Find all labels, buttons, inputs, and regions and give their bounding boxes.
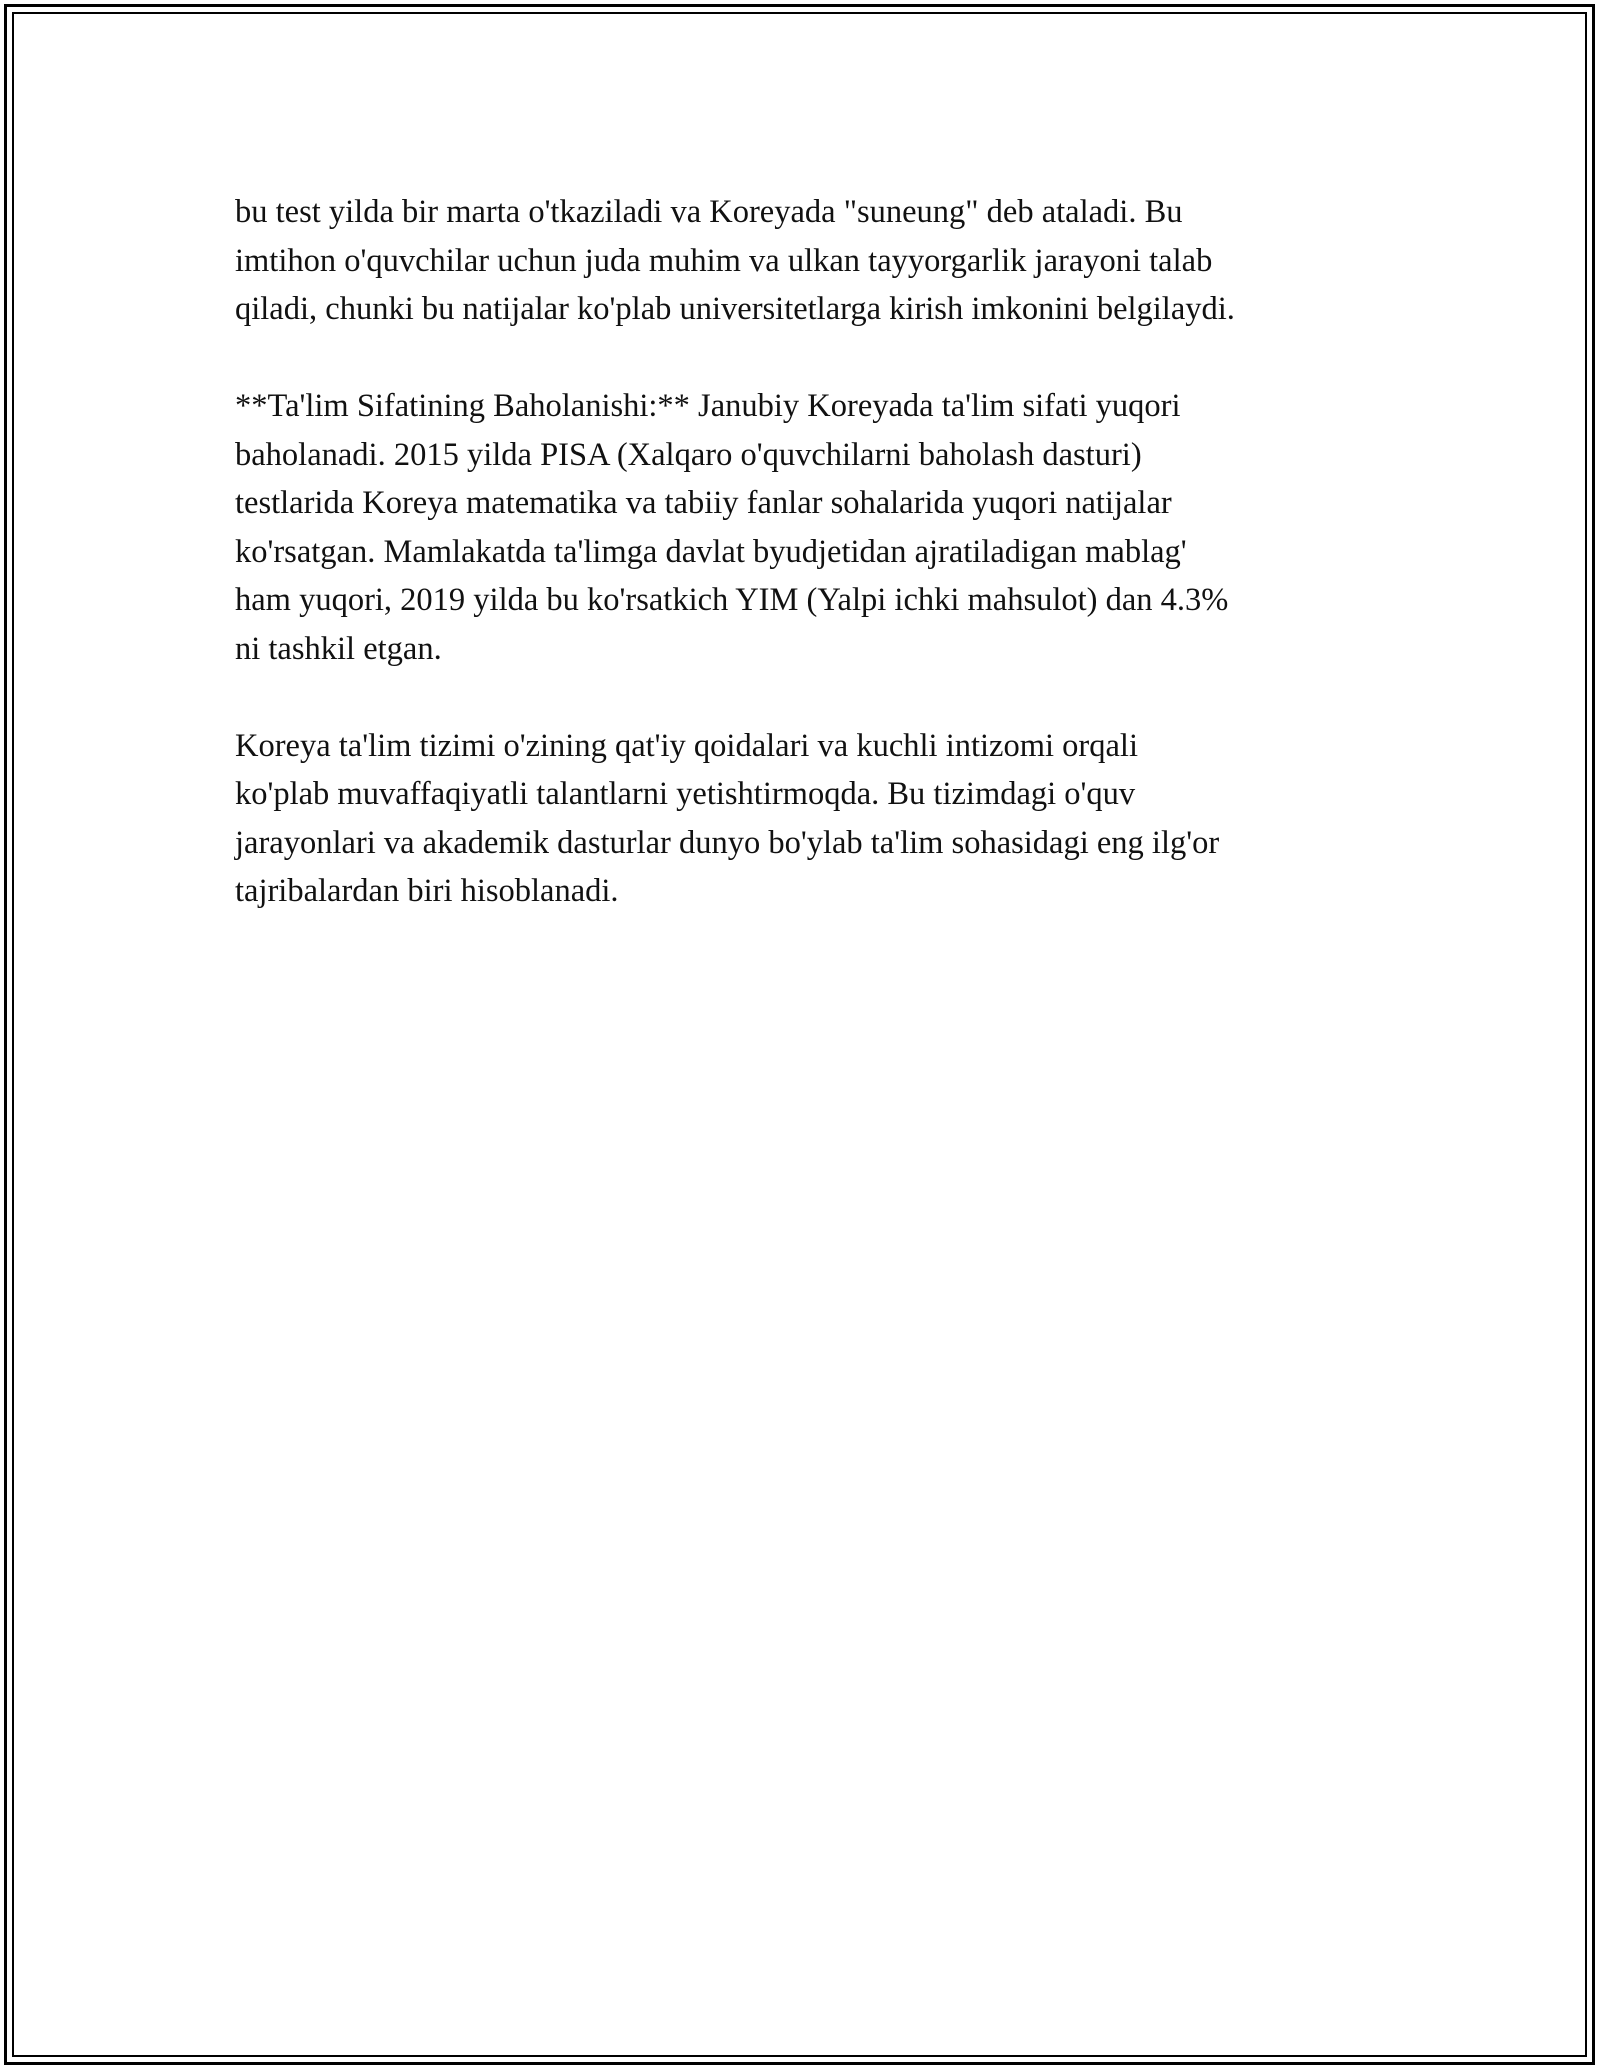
paragraph-education-system: Koreya ta'lim tizimi o'zining qat'iy qoidalari va kuchli intizomi orqali ko'plab muvaffaqiyatli talantlarni yetishtirmoqda. Bu tizimdagi o'quv jarayonlari va akademik dasturlar dunyo bo'ylab ta'lim sohasidagi eng ilg'or tajribalardan biri hisoblanadi. [235,727,1220,909]
document-body [235,188,1370,964]
paragraph-suneung-exam: bu test yilda bir marta o'tkaziladi va Koreyada "suneung" deb ataladi. Bu imtihon o'quvchilar uchun juda muhim va ulkan tayyorgarlik jarayoni talab qiladi, chunki bu natijalar ko'plab universitetlarga kirish imkonini belgilaydi. [235,194,1235,327]
paragraph-education-quality: **Ta'lim Sifatining Baholanishi:** Janubiy Koreyada ta'lim sifati yuqori baholanadi. 2015 yilda PISA (Xalqaro o'quvchilarni baholash dasturi) testlarida Koreya matematika va tabiiy fanlar sohalarida yuqori natijalar ko'rsatgan. Mamlakatda ta'limga davlat byudjetidan ajratiladigan mablag' ham yuqori, 2019 yilda bu ko'rsatkich YIM (Yalpi ichki mahsulot) dan 4.3% ni tashkil etgan. [235,388,1229,667]
